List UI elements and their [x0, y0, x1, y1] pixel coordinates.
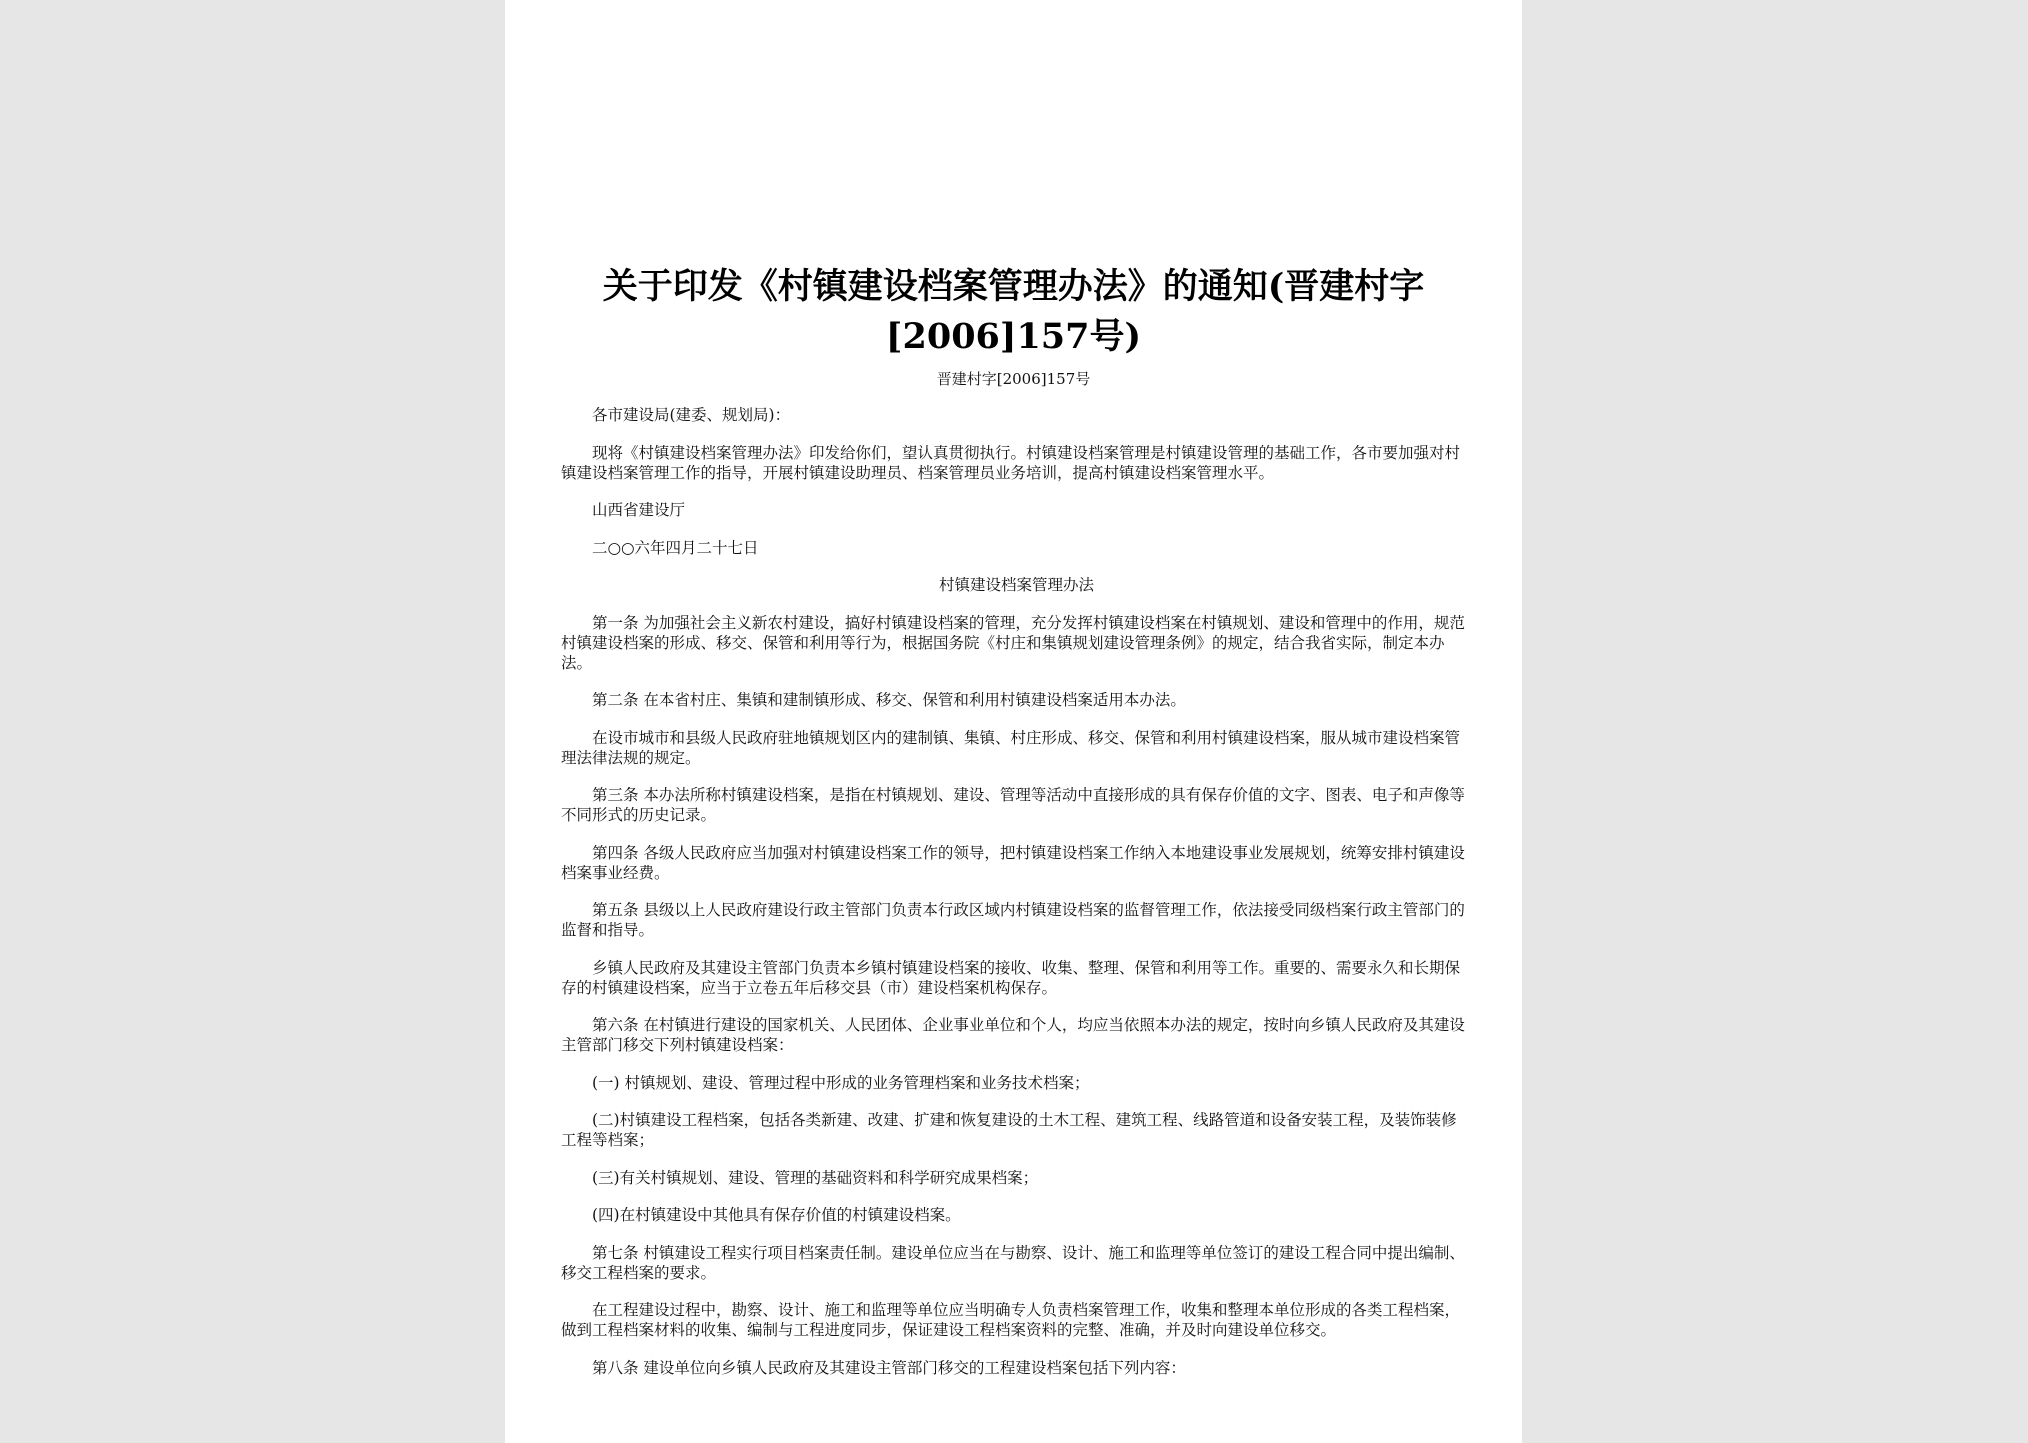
- paragraph: 在工程建设过程中，勘察、设计、施工和监理等单位应当明确专人负责档案管理工作，收集和整理本单位形成的各类工程档案，做到工程档案材料的收集、编制与工程进度同步，保证建设工程档案资料的完整、准确，并及时向建设单位移交。: [561, 1301, 1461, 1339]
- list-item: (二)村镇建设工程档案，包括各类新建、改建、扩建和恢复建设的土木工程、建筑工程、线路管道和设备安装工程，及装饰装修工程等档案；: [561, 1111, 1457, 1149]
- paragraph: 现将《村镇建设档案管理办法》印发给你们，望认真贯彻执行。村镇建设档案管理是村镇建设管理的基础工作，各市要加强对村镇建设档案管理工作的指导，开展村镇建设助理员、档案管理员业务培训，提高村镇建设档案管理水平。: [561, 443, 1461, 482]
- paragraph: 在设市城市和县级人民政府驻地镇规划区内的建制镇、集镇、村庄形成、移交、保管和利用村镇建设档案，服从城市建设档案管理法律法规的规定。: [561, 728, 1461, 767]
- issuer: 山西省建设厅: [592, 501, 686, 519]
- article: 第七条 村镇建设工程实行项目档案责任制。建设单位应当在与勘察、设计、施工和监理等单位签订的建设工程合同中提出编制、移交工程档案的要求。: [561, 1243, 1465, 1282]
- article: 第五条 县级以上人民政府建设行政主管部门负责本行政区域内村镇建设档案的监督管理工作，依法接受同级档案行政主管部门的监督和指导。: [561, 901, 1465, 939]
- document-title: [575, 262, 1452, 362]
- list-item: (三)有关村镇规划、建设、管理的基础资料和科学研究成果档案；: [592, 1168, 1039, 1187]
- document-body: [561, 405, 1472, 1395]
- title-line-2: [2006]157号): [885, 316, 1142, 357]
- article: 第四条 各级人民政府应当加强对村镇建设档案工作的领导，把村镇建设档案工作纳入本地建设事业发展规划，统筹安排村镇建设档案事业经费。: [561, 843, 1465, 882]
- title-line-1: 关于印发《村镇建设档案管理办法》的通知(晋建村字: [602, 266, 1425, 307]
- article: 第八条 建设单位向乡镇人民政府及其建设主管部门移交的工程建设档案包括下列内容：: [592, 1358, 1186, 1377]
- article: 第六条 在村镇进行建设的国家机关、人民团体、企业事业单位和个人，均应当依照本办法的规定，按时向乡镇人民政府及其建设主管部门移交下列村镇建设档案：: [561, 1016, 1465, 1054]
- article: 第二条 在本省村庄、集镇和建制镇形成、移交、保管和利用村镇建设档案适用本办法。: [592, 691, 1186, 709]
- document-page: [505, 0, 1522, 1443]
- section-heading: 村镇建设档案管理办法: [938, 576, 1094, 594]
- document-number: 晋建村字[2006]157号: [936, 370, 1091, 388]
- list-item: (四)在村镇建设中其他具有保存价值的村镇建设档案。: [592, 1206, 961, 1224]
- issue-date: 二○○六年四月二十七日: [592, 538, 759, 557]
- article: 第一条 为加强社会主义新农村建设，搞好村镇建设档案的管理，充分发挥村镇建设档案在村镇规划、建设和管理中的作用，规范村镇建设档案的形成、移交、保管和利用等行为，根据国务院《村庄和集镇规划建设管理条例》的规定，结合我省实际，制定本办法。: [561, 613, 1465, 672]
- salutation: 各市建设局(建委、规划局)：: [592, 406, 791, 424]
- article: 第三条 本办法所称村镇建设档案，是指在村镇规划、建设、管理等活动中直接形成的具有保存价值的文字、图表、电子和声像等不同形式的历史记录。: [561, 786, 1465, 824]
- list-item: (一) 村镇规划、建设、管理过程中形成的业务管理档案和业务技术档案；: [592, 1073, 1090, 1092]
- paragraph: 乡镇人民政府及其建设主管部门负责本乡镇村镇建设档案的接收、收集、整理、保管和利用等工作。重要的、需要永久和长期保存的村镇建设档案，应当于立卷五年后移交县（市）建设档案机构保存。: [561, 958, 1461, 997]
